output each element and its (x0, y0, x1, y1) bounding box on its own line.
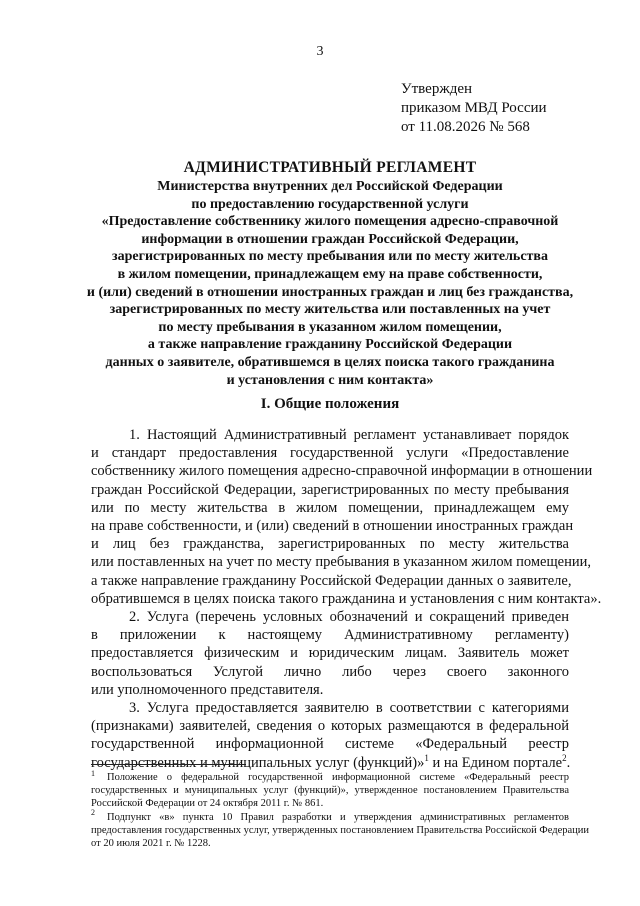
approval-line: Утвержден (401, 81, 473, 97)
text-line (91, 754, 569, 772)
footnote-ref-2[interactable]: 2 (562, 752, 567, 763)
footnote-line: Российской Федерации от 24 октября 2011 г. № 861. (91, 798, 324, 810)
title-line: данных о заявителе, обратившемся в целях поиска такого гражданина (105, 354, 555, 370)
title-line: зарегистрированных по месту пребывания или по месту жительства (112, 249, 548, 265)
title-line: по месту пребывания в указанном жилом помещении, (158, 319, 502, 335)
text-line: или уполномоченного представителя. (91, 681, 324, 698)
title-line: информации в отношении граждан Российской Федерации, (141, 231, 519, 247)
text-line: и лиц без гражданства, зарегистрированных по месту жительства (91, 536, 569, 553)
title-line: и установления с ним контакта» (226, 372, 434, 388)
text-line: а также направление гражданину Российской Федерации данных о заявителе, (91, 572, 572, 589)
text-fragment: . (566, 754, 571, 771)
document-title (80, 158, 580, 389)
approval-line: приказом МВД России (401, 100, 547, 116)
text-line: или поставленных на учет по месту пребывания в указанном жилом помещении, (91, 554, 591, 571)
footnote-2 (91, 808, 590, 851)
title-line: Министерства внутренних дел Российской Федерации (157, 179, 503, 194)
title-line: по предоставлению государственной услуги (191, 196, 469, 212)
footnote-ref-1[interactable]: 1 (424, 752, 429, 763)
text-line: воспользоваться Услугой лично либо через своего законного (91, 663, 569, 680)
title-line: зарегистрированных по месту жительства или поставленных на учет (109, 302, 551, 318)
text-line: предоставляется физическим и юридическим лицам. Заявитель может (91, 645, 569, 662)
approval-line: от 11.08.2026 № 568 (401, 119, 530, 135)
title-line: и (или) сведений в отношении иностранных граждан и лиц без гражданства, (86, 284, 574, 300)
paragraph-1 (91, 426, 602, 608)
footnote-text: Подпункт «в» пункта 10 Правил разработки и утверждения административных регламентов (107, 811, 569, 823)
text-line: собственнику жилого помещения адресно-справочной информации в отношении (91, 463, 593, 480)
page-number: 3 (316, 44, 324, 59)
footnote-line: государственных и муниципальных услуг (функций)», утвержденное постановлением Правительства (91, 785, 569, 797)
text-line: государственной информационной системе «Федеральный реестр (91, 736, 569, 753)
paragraph-2 (91, 608, 569, 699)
text-line: (признаками) заявителей, сведения о которых размещаются в федеральной (91, 718, 569, 735)
title-line: в жилом помещении, принадлежащем ему на праве собственности, (117, 266, 543, 282)
text-line: и стандарт предоставления государственной услуги «Предоставление (91, 445, 569, 462)
footnote-text: Положение о федеральной государственной информационной системе «Федеральный реестр (107, 772, 569, 783)
body-text (91, 426, 602, 772)
text-line: на праве собственности, и (или) сведений в отношении иностранных граждан (91, 518, 574, 535)
text-fragment: государственных и муниципальных услуг (функций)» (91, 754, 425, 771)
footnote-divider (91, 764, 246, 765)
approval-stamp (401, 80, 547, 137)
section-heading: I. Общие положения (260, 396, 400, 412)
paragraph-3 (91, 699, 569, 772)
text-line: 1. Настоящий Административный регламент устанавливает порядок (129, 427, 569, 443)
footnotes (91, 768, 590, 850)
text-line: 3. Услуга предоставляется заявителю в соответствии с категориями (129, 700, 569, 717)
text-fragment: и на Едином портале (428, 754, 563, 771)
text-line: 2. Услуга (перечень условных обозначений и сокращений приведен (129, 609, 569, 626)
text-line: или по месту жительства в жилом помещении, принадлежащем ему (91, 499, 569, 516)
title-main: АДМИНИСТРАТИВНЫЙ РЕГЛАМЕНТ (183, 159, 477, 176)
title-line: «Предоставление собственнику жилого помещения адресно-справочной (101, 214, 559, 230)
text-line: в приложении к настоящему Административному регламенту) (91, 627, 569, 644)
text-line: обратившемся в целях поиска такого гражданина и установления с ним контакта». (91, 590, 602, 607)
footnote-line: 2 Подпункт «в» пункта 10 Правил разработки и утверждения административных регламентов (91, 808, 569, 823)
footnote-line: 1 Положение о федеральной государственной информационной системе «Федеральный реестр (91, 768, 569, 783)
footnote-line: от 20 июля 2021 г. № 1228. (91, 838, 211, 850)
title-line: а также направление гражданину Российской Федерации (147, 337, 513, 353)
text-line: граждан Российской Федерации, зарегистрированных по месту пребывания (91, 481, 569, 498)
footnote-line: предоставления государственных услуг, утвержденных постановлением Правительства Российской Федерации (91, 824, 590, 836)
footnote-1 (91, 768, 569, 811)
